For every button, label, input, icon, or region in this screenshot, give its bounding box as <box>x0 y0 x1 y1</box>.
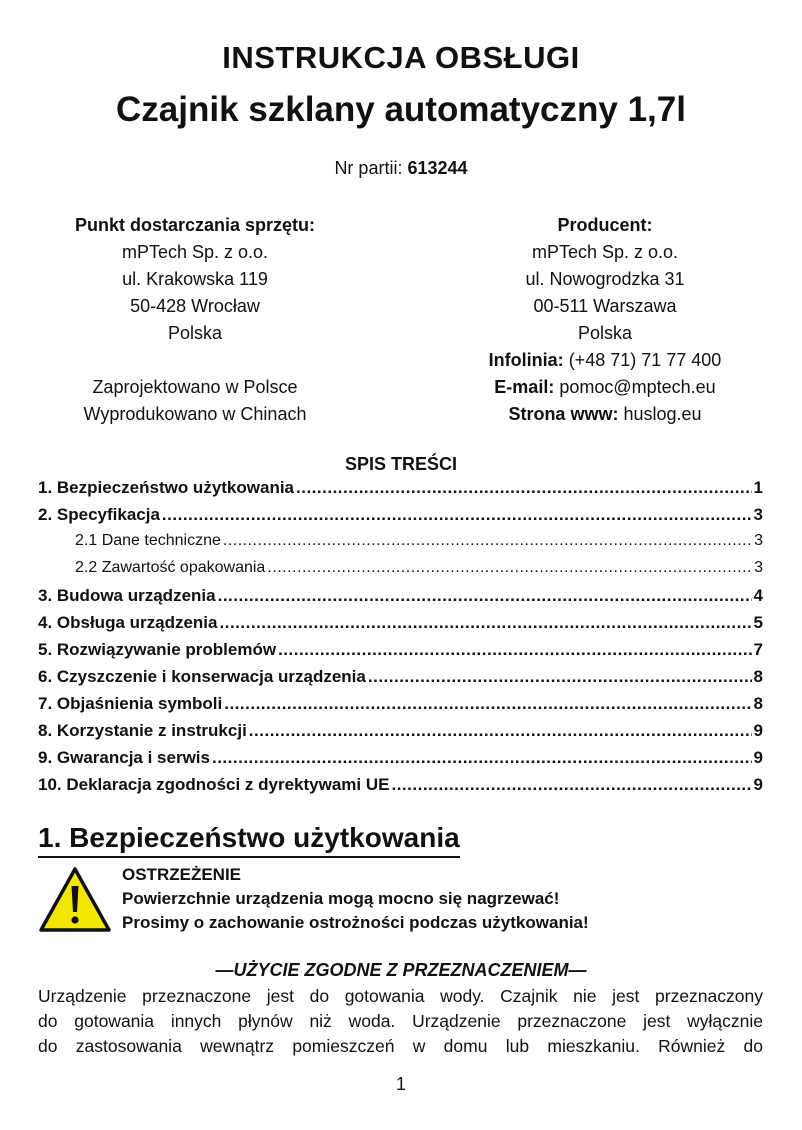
product-name: Czajnik szklany automatyczny 1,7l <box>116 90 686 129</box>
paragraph-line: do gotowania innych płynów niż woda. Urządzenie przeznaczone jest wyłącznie <box>38 1011 763 1031</box>
table-of-contents <box>38 478 763 802</box>
toc-item-label: 3. Budowa urządzenia <box>38 586 216 605</box>
toc-leader-dots <box>212 748 752 768</box>
section-title: 1. Bezpieczeństwo użytkowania <box>38 822 460 858</box>
batch-number <box>0 158 802 179</box>
toc-leader-dots <box>223 532 752 550</box>
toc-item-label: 6. Czyszczenie i konserwacja urządzenia <box>38 667 366 686</box>
toc-item-page: 3 <box>754 559 763 576</box>
toc-item[interactable] <box>38 721 763 748</box>
toc-item[interactable] <box>38 640 763 667</box>
website-link[interactable]: huslog.eu <box>623 404 702 424</box>
toc-item-page: 9 <box>753 721 763 740</box>
batch-label: Nr partii: <box>334 158 403 178</box>
toc-leader-dots <box>296 478 752 498</box>
website-label: Strona www: <box>508 404 619 424</box>
toc-leader-dots <box>162 505 752 525</box>
producer-infoline <box>450 347 760 374</box>
made-in: Wyprodukowano w Chinach <box>83 404 307 424</box>
producer-heading: Producent: <box>557 215 653 235</box>
toc-item-label: 10. Deklaracja zgodności z dyrektywami UE <box>38 775 390 794</box>
delivery-country: Polska <box>167 323 223 343</box>
toc-item[interactable] <box>38 505 763 532</box>
toc-leader-dots <box>267 559 752 577</box>
toc-item-label: 2.2 Zawartość opakowania <box>75 559 266 576</box>
toc-item[interactable] <box>38 613 763 640</box>
batch-value: 613244 <box>407 158 468 178</box>
producer-country: Polska <box>577 323 633 343</box>
toc-item-page: 9 <box>753 775 763 794</box>
toc-item-label: 5. Rozwiązywanie problemów <box>38 640 277 659</box>
toc-item[interactable] <box>38 694 763 721</box>
delivery-company: mPTech Sp. z o.o. <box>121 242 269 262</box>
email-link[interactable]: pomoc@mptech.eu <box>559 377 716 397</box>
toc-item[interactable] <box>38 532 763 559</box>
warning-title: OSTRZEŻENIE <box>122 865 242 884</box>
email-label: E-mail: <box>494 377 555 397</box>
toc-leader-dots <box>224 694 751 714</box>
infoline-value: (+48 71) 71 77 400 <box>568 350 722 370</box>
toc-item-page: 9 <box>753 748 763 767</box>
toc-heading: SPIS TREŚCI <box>344 454 458 474</box>
toc-item-label: 2. Specyfikacja <box>38 505 160 524</box>
paragraph-line: do zastosowania wewnątrz pomieszczeń w domu lub mieszkaniu. Również do <box>38 1036 763 1056</box>
toc-item-page: 3 <box>753 505 763 524</box>
toc-leader-dots <box>218 586 752 606</box>
toc-item-page: 8 <box>753 667 763 686</box>
toc-leader-dots <box>249 721 752 741</box>
toc-item-page: 7 <box>753 640 763 659</box>
warning-text <box>122 863 589 935</box>
toc-item-label: 4. Obsługa urządzenia <box>38 613 218 632</box>
toc-leader-dots <box>391 775 751 795</box>
toc-leader-dots <box>278 640 751 660</box>
toc-leader-dots <box>368 667 752 687</box>
page-number: 1 <box>395 1074 406 1094</box>
producer-block <box>450 212 760 428</box>
warning-line-1: Powierzchnie urządzenia mogą mocno się nagrzewać! <box>122 889 560 908</box>
toc-item[interactable] <box>38 586 763 613</box>
intended-use-paragraph <box>38 984 763 1059</box>
toc-item[interactable] <box>38 748 763 775</box>
toc-item-page: 8 <box>753 694 763 713</box>
toc-item[interactable] <box>38 559 763 586</box>
producer-company: mPTech Sp. z o.o. <box>531 242 679 262</box>
designed-in: Zaprojektowano w Polsce <box>92 377 298 397</box>
producer-email <box>450 374 760 401</box>
toc-item[interactable] <box>38 478 763 505</box>
toc-item-label: 9. Gwarancja i serwis <box>38 748 210 767</box>
delivery-city: 50-428 Wrocław <box>130 296 260 316</box>
toc-leader-dots <box>220 613 752 633</box>
toc-item-label: 1. Bezpieczeństwo użytkowania <box>38 478 295 497</box>
toc-item-page: 3 <box>754 532 763 549</box>
producer-street: ul. Nowogrodzka 31 <box>525 269 685 289</box>
intended-use-heading: —UŻYCIE ZGODNE Z PRZEZNACZENIEM— <box>215 960 587 980</box>
producer-website <box>450 401 760 428</box>
warning-line-2: Prosimy o zachowanie ostrożności podczas użytkowania! <box>122 913 589 932</box>
infoline-label: Infolinia: <box>488 350 564 370</box>
document-title: INSTRUKCJA OBSŁUGI <box>222 40 580 75</box>
toc-item[interactable] <box>38 775 763 802</box>
toc-item-page: 4 <box>753 586 763 605</box>
warning-triangle-icon <box>38 866 112 934</box>
toc-item[interactable] <box>38 667 763 694</box>
paragraph-line: Urządzenie przeznaczone jest do gotowania wody. Czajnik nie jest przeznaczony <box>38 986 763 1006</box>
toc-item-label: 8. Korzystanie z instrukcji <box>38 721 247 740</box>
spacer <box>40 347 350 374</box>
toc-item-label: 2.1 Dane techniczne <box>75 532 221 549</box>
toc-item-page: 5 <box>753 613 763 632</box>
toc-item-label: 7. Objaśnienia symboli <box>38 694 223 713</box>
delivery-point-block <box>40 212 350 428</box>
toc-item-page: 1 <box>753 478 763 497</box>
delivery-heading: Punkt dostarczania sprzętu: <box>74 215 316 235</box>
producer-city: 00-511 Warszawa <box>533 296 677 316</box>
delivery-street: ul. Krakowska 119 <box>122 269 268 289</box>
